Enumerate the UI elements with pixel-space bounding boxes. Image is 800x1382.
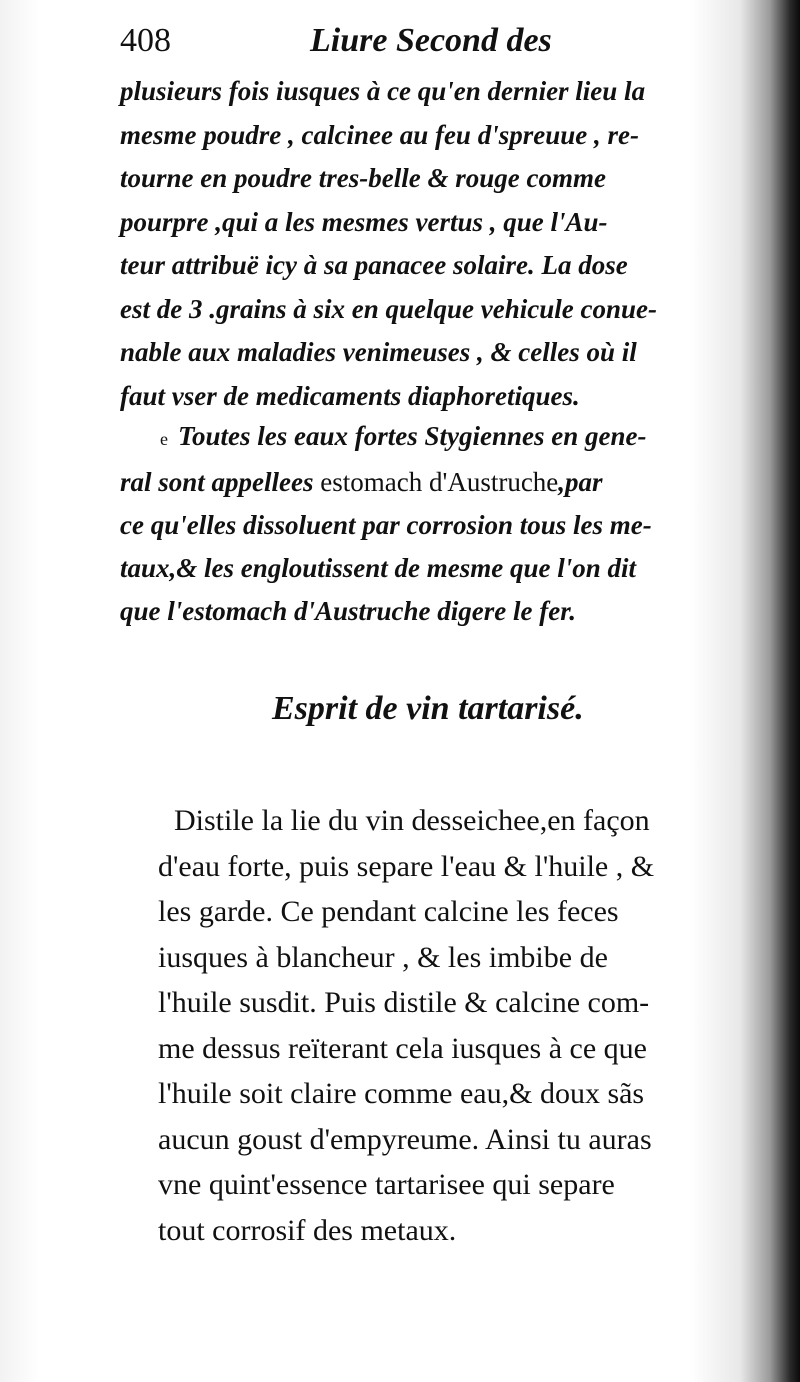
text-line: faut vser de medicaments diaphoretiques. (120, 380, 580, 411)
section-title: Esprit de vin tartarisé. (272, 690, 584, 727)
note-text-roman: estomach d'Austruche (320, 467, 559, 497)
page-header (120, 22, 740, 70)
text-line: l'huile susdit. Puis distile & calcine com- (158, 986, 650, 1019)
note-text-italic: ral sont appellees (120, 467, 321, 497)
text-line: me dessus reïterant cela iusques à ce que (158, 1031, 647, 1065)
text-line: d'eau forte, puis separe l'eau & l'huile , & (158, 849, 655, 883)
note-marker: e (160, 429, 168, 449)
page-number: 408 (120, 22, 171, 59)
text-line: l'huile soit claire comme eau,& doux sãs (158, 1077, 645, 1110)
text-line: tourne en poudre tres-belle & rouge comme (120, 163, 606, 193)
text-line: ce qu'elles dissoluent par corrosion tous les me- (120, 510, 652, 540)
text-line: pourpre ,qui a les mesmes vertus , que l'Au- (120, 206, 608, 237)
note-second-line (120, 461, 740, 504)
text-line: tout corrosif des metaux. (158, 1213, 457, 1247)
text-line: les garde. Ce pendant calcine les feces (158, 895, 619, 928)
italic-paragraph (120, 70, 740, 418)
note-first-line (120, 415, 740, 461)
text-line: Distile la lie du vin desseichee,en façon (174, 804, 650, 837)
text-line: iusques à blancheur , & les imbibe de (158, 940, 608, 974)
text-line: aucun goust d'empyreume. Ainsi tu auras (158, 1122, 652, 1156)
text-line: que l'estomach d'Austruche digere le fer. (120, 596, 576, 626)
running-head: Liure Second des (310, 22, 552, 59)
text-line: teur attribuë icy à sa panacee solaire. La dose (120, 250, 628, 280)
text-line: est de 3 .grains à six en quelque vehicule conue- (120, 293, 657, 324)
note-line-text: Toutes les eaux fortes Stygiennes en gene- (178, 421, 647, 451)
text-line: nable aux maladies venimeuses , & celles où il (120, 337, 637, 367)
text-line: vne quint'essence tartarisee qui separe (158, 1168, 615, 1201)
text-line: taux,& les engloutissent de mesme que l'on dit (120, 553, 637, 583)
note-text-italic-end: ,par (558, 467, 603, 497)
text-line: mesme poudre , calcinee au feu d'spreuue , re- (120, 119, 639, 150)
body-paragraph (158, 798, 758, 1253)
annotation-note (120, 415, 740, 633)
text-line: plusieurs fois iusques à ce qu'en dernier lieu la (120, 76, 646, 106)
